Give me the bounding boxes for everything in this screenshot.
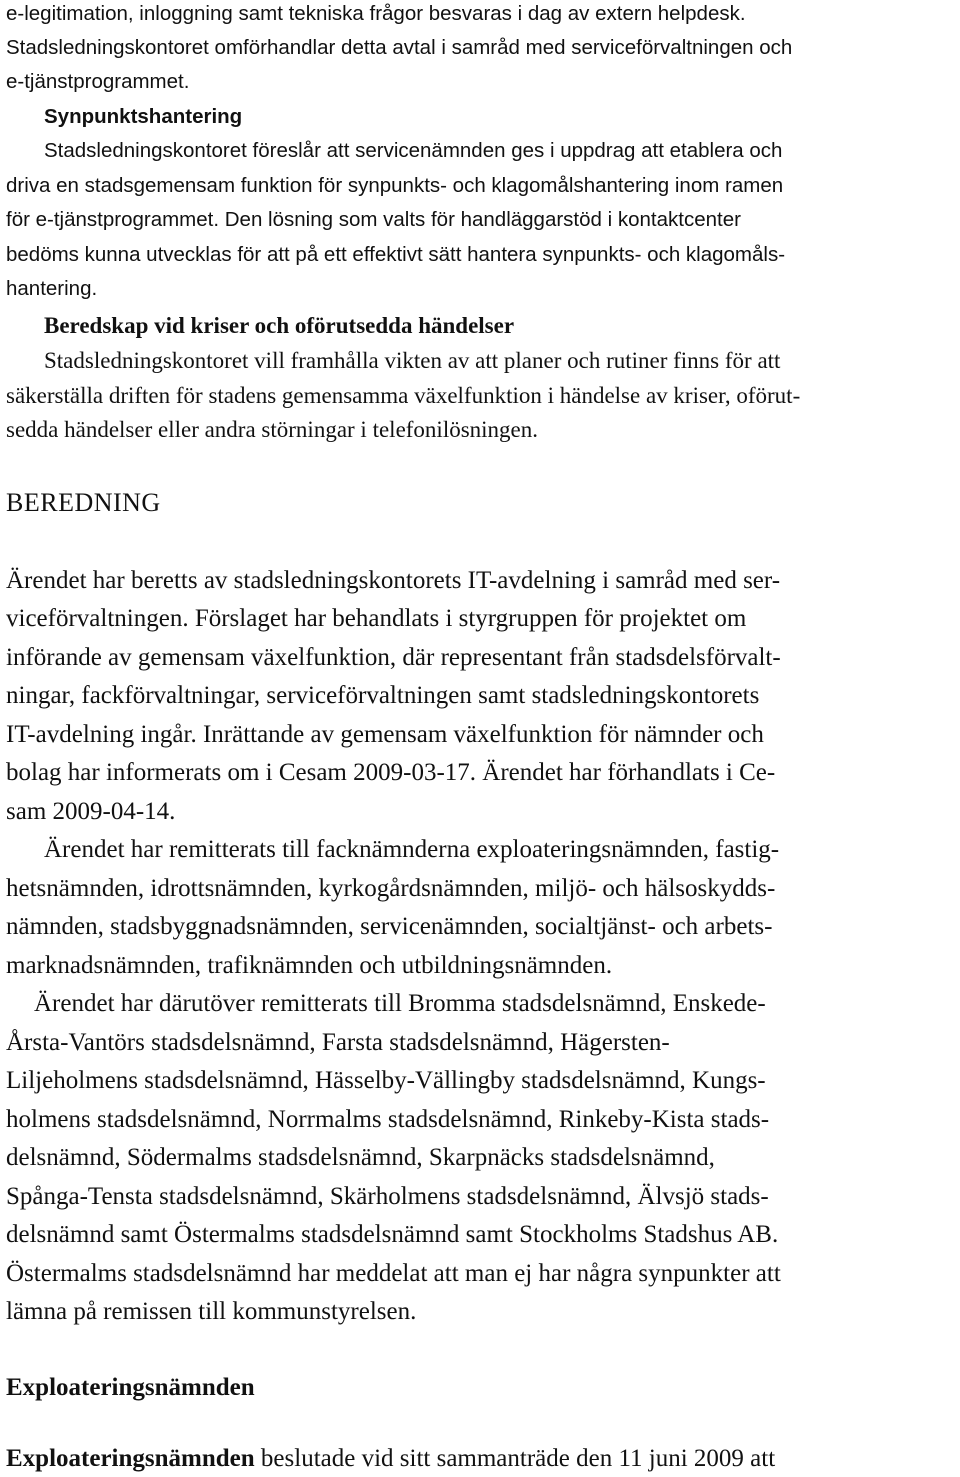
section-heading-beredning: BEREDNING <box>6 488 161 517</box>
text-line: Ärendet har därutöver remitterats till Bromma stadsdelsnämnd, Enskede- <box>34 990 766 1017</box>
bold-lead: Exploateringsnämnden <box>6 1445 255 1472</box>
text-line: Liljeholmens stadsdelsnämnd, Hässelby-Vällingby stadsdelsnämnd, Kungs- <box>6 1067 766 1094</box>
text-line: hantering. <box>6 277 98 300</box>
text-line: Ärendet har beretts av stadsledningskontorets IT-avdelning i samråd med ser- <box>6 567 781 594</box>
text-line: sam 2009-04-14. <box>6 798 176 825</box>
text-line: IT-avdelning ingår. Inrättande av gemensam växelfunktion för nämnder och <box>6 721 764 748</box>
text-line: driva en stadsgemensam funktion för synpunkts- och klagomålshantering inom ramen <box>6 174 784 197</box>
text-line: lämna på remissen till kommunstyrelsen. <box>6 1298 417 1325</box>
text-line: viceförvaltningen. Förslaget har behandlats i styrgruppen för projektet om <box>6 605 747 632</box>
text-line: holmens stadsdelsnämnd, Norrmalms stadsdelsnämnd, Rinkeby-Kista stads- <box>6 1106 770 1133</box>
text-line: Årsta-Vantörs stadsdelsnämnd, Farsta stadsdelsnämnd, Hägersten- <box>6 1029 670 1056</box>
text-line: Stadsledningskontoret föreslår att servicenämnden ges i uppdrag att etablera och <box>44 139 783 162</box>
text-continuation: beslutade vid sitt sammanträde den 11 juni 2009 att <box>254 1445 776 1472</box>
text-line: nämnden, stadsbyggnadsnämnden, servicenämnden, socialtjänst- och arbets- <box>6 913 773 940</box>
text-line: delsnämnd samt Östermalms stadsdelsnämnd samt Stockholms Stadshus AB. <box>6 1221 779 1248</box>
text-line <box>6 1446 775 1471</box>
text-line: bolag har informerats om i Cesam 2009-03-17. Ärendet har förhandlats i Ce- <box>6 759 776 786</box>
section-heading-synpunktshantering: Synpunktshantering <box>44 105 243 128</box>
text-line: e-tjänstprogrammet. <box>6 70 190 93</box>
text-line: införande av gemensam växelfunktion, där representant från stadsdelsförvalt- <box>6 644 781 671</box>
text-line: ningar, fackförvaltningar, serviceförvaltningen samt stadsledningskontorets <box>6 682 760 709</box>
text-line: Östermalms stadsdelsnämnd har meddelat att man ej har några synpunkter att <box>6 1260 781 1287</box>
text-line: hetsnämnden, idrottsnämnden, kyrkogårdsnämnden, miljö- och hälsoskydds- <box>6 875 776 902</box>
text-line: e-legitimation, inloggning samt tekniska frågor besvaras i dag av extern helpdesk. <box>6 2 746 25</box>
text-line: Ärendet har remitterats till facknämnderna exploateringsnämnden, fastig- <box>44 836 780 863</box>
text-line: Stadsledningskontoret omförhandlar detta avtal i samråd med serviceförvaltningen och <box>6 36 793 59</box>
section-heading-exploateringsnamnden: Exploateringsnämnden <box>6 1374 255 1401</box>
text-line: Stadsledningskontoret vill framhålla vikten av att planer och rutiner finns för att <box>44 348 781 373</box>
text-line: säkerställa driften för stadens gemensamma växelfunktion i händelse av kriser, oförut- <box>6 383 801 408</box>
text-line: bedöms kunna utvecklas för att på ett effektivt sätt hantera synpunkts- och klagomåls- <box>6 243 786 266</box>
text-line: Spånga-Tensta stadsdelsnämnd, Skärholmens stadsdelsnämnd, Älvsjö stads- <box>6 1183 769 1210</box>
text-line: marknadsnämnden, trafiknämnden och utbildningsnämnden. <box>6 952 613 979</box>
section-heading-beredskap: Beredskap vid kriser och oförutsedda händelser <box>44 313 515 338</box>
text-line: för e-tjänstprogrammet. Den lösning som valts för handläggarstöd i kontaktcenter <box>6 208 741 231</box>
text-line: delsnämnd, Södermalms stadsdelsnämnd, Skarpnäcks stadsdelsnämnd, <box>6 1144 715 1171</box>
text-line: sedda händelser eller andra störningar i telefonilösningen. <box>6 417 539 442</box>
